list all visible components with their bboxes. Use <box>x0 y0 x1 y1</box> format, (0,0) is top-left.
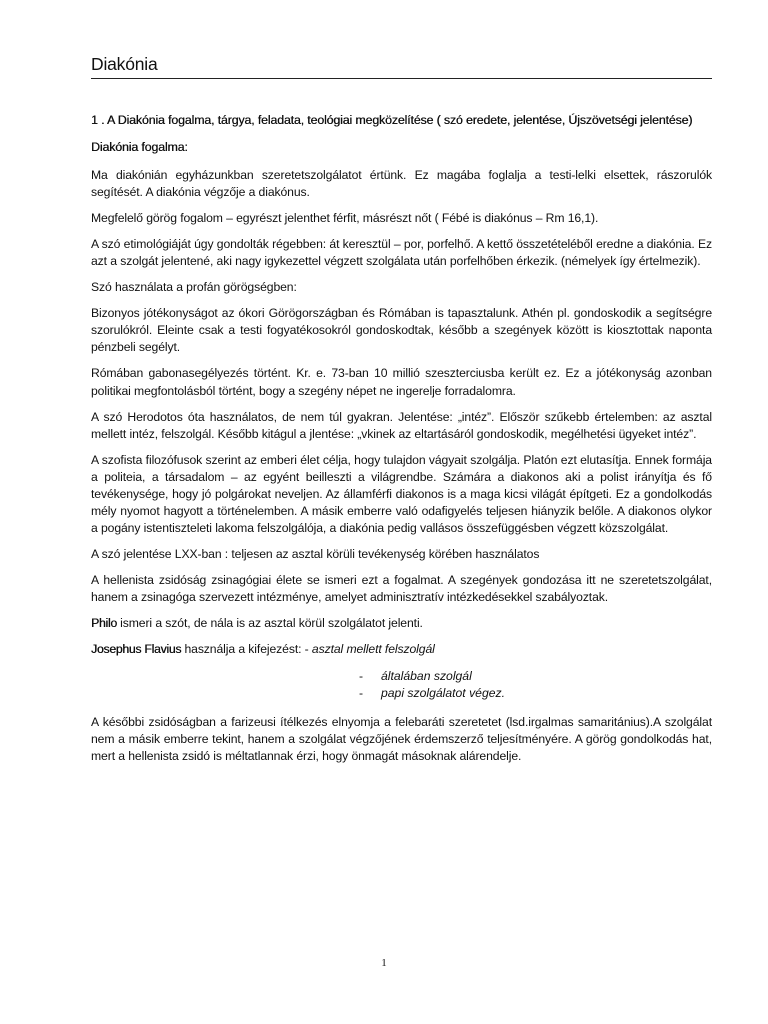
paragraph: Ma diakónián egyházunkban szeretetszolgálatot értünk. Ez magába foglalja a testi-lelki elsettek, rászorulók segítését. A diakónia végzője a diakónus. <box>91 167 712 199</box>
final-paragraph: A későbbi zsidóságban a farizeusi ítélkezés elnyomja a felebaráti szeretetet (lsd.irgalmas samaritánius).A szolgálat nem a másik emberre tekint, hanem a szolgálat végzőjének érdemszerző teljesítményére. A görög gondolkodás hat, mert a hellenista zsidó is méltatlannak érzi, hogy önmagát másoknak alárendelje. <box>91 714 712 763</box>
paragraph: A szó jelentése LXX-ban : teljesen az asztal körüli tevékenység körében használatos <box>91 547 540 562</box>
subheading: Diakónia fogalma: <box>91 140 188 155</box>
josephus-name: Josephus Flavius <box>91 642 182 657</box>
page-number: 1 <box>381 957 387 969</box>
dash-list <box>91 668 712 702</box>
josephus-italic: asztal mellett felszolgál <box>311 642 435 657</box>
paragraph: Rómában gabonasegélyezés történt. Kr. e. 73-ban 10 millió szeszterciusba került ez. Ez a jótékonyság azonban politikai megfontolásból történt, bogy a szegény népet ne ingerelje forradalomra. <box>91 366 712 398</box>
philo-paragraph <box>91 615 712 632</box>
josephus-text: használja a kifejezést: - <box>181 642 312 657</box>
paragraph: A szofista filozófusok szerint az emberi élet célja, hogy tulajdon vágyait szolgálja. Platón ezt elutasítja. Ennek formája a politeia, a társadalom – az egyént beilleszti a világrendbe. Számára a diakonos aki a polist irányítja és fő tevékenysége, hogy jó polgárokat neveljen. Az államférfi diakonos is a maga kicsi világát építgeti. Ez a gondolkodás mély nyomot hagyott a történelemben. A másik emberre való odafigyelés teljesen hiányzik belőle. A diakonos olykor a pogány istentiszteleti lakoma felszolgálója, a diakónia pedig vallásos összefüggésben végzett közszolgálat. <box>91 452 712 536</box>
paragraph: Szó használata a profán görögségben: <box>91 280 297 295</box>
paragraph: Bizonyos jótékonyságot az ókori Görögországban és Rómában is tapasztalunk. Athén pl. gondoskodik a segítségre szorulókról. Eleinte csak a testi fogyatékosokról gondoskodtak, később a szegények között is kiosztottak naponta pénzbeli segélyt. <box>91 306 712 355</box>
paragraph: A szó Herodotos óta használatos, de nem túl gyakran. Jelentése: „intéz”. Először szűkebb értelemben: az asztal mellett intéz, felszolgál. Később kitágul a jlentése: „vkinek az eltartásáról gondoskodik, megélhetési ügyeket intéz”. <box>91 409 712 441</box>
list-item: - általában szolgál <box>359 668 712 685</box>
philo-name: Philo <box>91 616 117 631</box>
paragraph: A hellenista zsidóság zsinagógiai élete se ismeri ezt a fogalmat. A szegények gondozása itt ne szeretetszolgálat, hanem a zsinagóga szervezett intézménye, amelyet adminisztratív intézkedésekkel szabályoztak. <box>91 573 712 605</box>
list-item: - papi szolgálatot végez. <box>359 685 712 702</box>
philo-text: ismeri a szót, de nála is az asztal körül szolgálatot jelenti. <box>116 616 423 631</box>
section-heading: 1 . A Diakónia fogalma, tárgya, feladata, teológiai megközelítése ( szó eredete, jelentése, Újszövetségi jelentése) <box>91 113 693 127</box>
josephus-paragraph <box>91 641 712 658</box>
paragraph: Megfelelő görög fogalom – egyrészt jelenthet férfit, másrészt nőt ( Fébé is diakónus – Rm 16,1). <box>91 210 599 225</box>
document-title: Diakónia <box>91 54 712 79</box>
paragraph: A szó etimológiáját úgy gondolták régebben: át keresztül – por, porfelhő. A kettő összetételéből eredne a diakónia. Ez azt a szolgát jelentené, aki nagy igykezettel végzett szolgálata után porfelhőben érkezik. (némelyek így értelmezik). <box>91 236 712 269</box>
